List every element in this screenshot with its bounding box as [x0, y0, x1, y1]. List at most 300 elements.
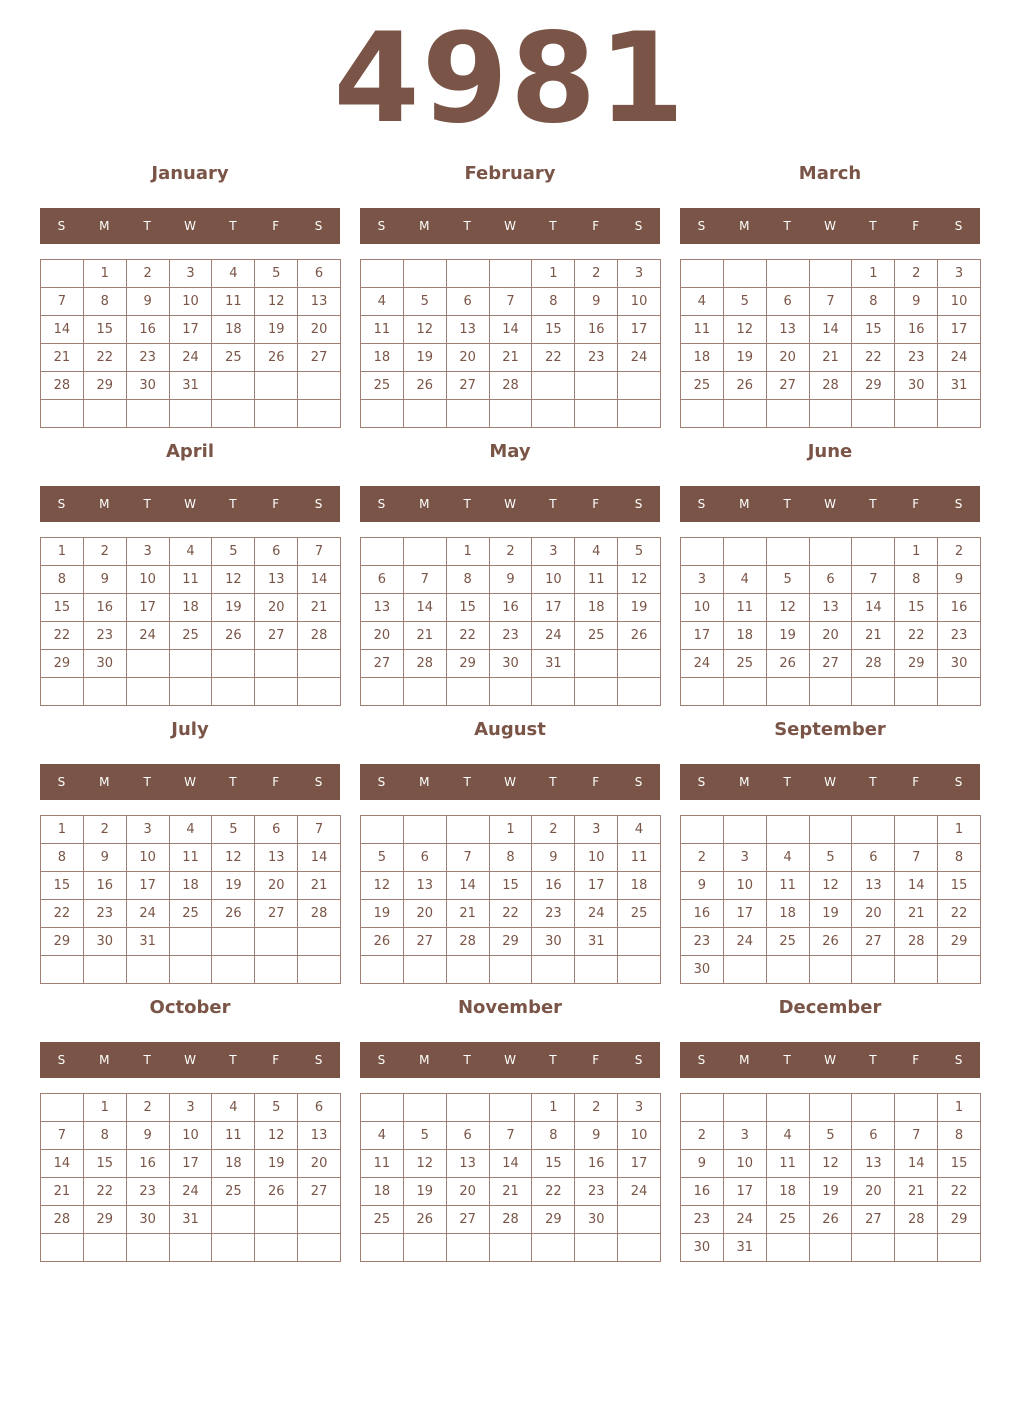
year-title: 4981	[333, 7, 687, 151]
empty-cell	[361, 1094, 404, 1122]
empty-cell	[895, 816, 938, 844]
day-cell: 28	[490, 372, 533, 400]
day-cell: 22	[84, 1178, 127, 1206]
day-cell: 5	[404, 288, 447, 316]
day-cell: 30	[895, 372, 938, 400]
weekday-label: M	[739, 1053, 750, 1067]
empty-cell	[298, 928, 341, 956]
day-cell: 14	[895, 872, 938, 900]
day-cell: 1	[41, 538, 84, 566]
empty-cell	[724, 400, 767, 428]
day-cell: 1	[532, 1094, 575, 1122]
empty-cell	[447, 1094, 490, 1122]
day-cell: 30	[681, 1234, 724, 1262]
weekday-label: F	[272, 775, 280, 789]
weekday-label: S	[954, 775, 963, 789]
day-grid	[680, 1093, 981, 1262]
day-cell: 11	[767, 1150, 810, 1178]
day-cell: 7	[447, 844, 490, 872]
day-cell: 17	[127, 594, 170, 622]
weekday-label: W	[184, 219, 196, 233]
day-cell: 7	[810, 288, 853, 316]
empty-cell	[810, 538, 853, 566]
day-cell: 28	[447, 928, 490, 956]
weekday-label: T	[783, 775, 791, 789]
empty-cell	[84, 956, 127, 984]
day-cell: 3	[618, 1094, 661, 1122]
weekday-label: W	[824, 1053, 836, 1067]
empty-cell	[681, 260, 724, 288]
day-cell: 16	[127, 316, 170, 344]
day-cell: 31	[724, 1234, 767, 1262]
weekday-label: M	[419, 775, 430, 789]
day-cell: 3	[724, 844, 767, 872]
empty-cell	[298, 1206, 341, 1234]
day-cell: 10	[618, 1122, 661, 1150]
day-cell: 29	[490, 928, 533, 956]
empty-cell	[575, 956, 618, 984]
day-cell: 1	[852, 260, 895, 288]
day-cell: 10	[170, 1122, 213, 1150]
day-cell: 1	[41, 816, 84, 844]
empty-cell	[298, 678, 341, 706]
weekday-label: S	[57, 775, 66, 789]
day-cell: 15	[532, 1150, 575, 1178]
day-cell: 3	[170, 260, 213, 288]
day-grid	[360, 815, 661, 984]
day-cell: 4	[681, 288, 724, 316]
empty-cell	[575, 650, 618, 678]
weekday-label: M	[99, 497, 110, 511]
empty-cell	[255, 1234, 298, 1262]
empty-cell	[852, 956, 895, 984]
day-cell: 9	[938, 566, 981, 594]
weekday-label: T	[869, 219, 877, 233]
day-cell: 6	[255, 538, 298, 566]
weekday-label: T	[143, 219, 151, 233]
day-cell: 11	[618, 844, 661, 872]
day-cell: 18	[170, 594, 213, 622]
day-cell: 2	[681, 844, 724, 872]
weekday-label: W	[824, 497, 836, 511]
day-cell: 20	[767, 344, 810, 372]
day-cell: 22	[41, 622, 84, 650]
day-cell: 6	[852, 844, 895, 872]
weekday-label: S	[634, 1053, 643, 1067]
day-cell: 4	[170, 816, 213, 844]
day-cell: 17	[618, 1150, 661, 1178]
day-cell: 6	[852, 1122, 895, 1150]
day-cell: 28	[298, 622, 341, 650]
day-cell: 16	[575, 1150, 618, 1178]
weekday-label: T	[463, 775, 471, 789]
day-cell: 14	[447, 872, 490, 900]
day-cell: 8	[852, 288, 895, 316]
empty-cell	[618, 1234, 661, 1262]
day-cell: 20	[447, 1178, 490, 1206]
day-cell: 26	[404, 1206, 447, 1234]
day-cell: 14	[895, 1150, 938, 1178]
day-cell: 8	[41, 566, 84, 594]
empty-cell	[298, 400, 341, 428]
day-cell: 24	[170, 344, 213, 372]
day-cell: 2	[938, 538, 981, 566]
day-cell: 11	[575, 566, 618, 594]
day-cell: 29	[84, 372, 127, 400]
day-cell: 25	[724, 650, 767, 678]
day-cell: 27	[361, 650, 404, 678]
day-grid	[360, 1093, 661, 1262]
day-cell: 22	[490, 900, 533, 928]
day-cell: 11	[681, 316, 724, 344]
weekday-label: W	[184, 1053, 196, 1067]
month-name: December	[778, 997, 882, 1018]
day-cell: 22	[41, 900, 84, 928]
empty-cell	[575, 372, 618, 400]
day-cell: 17	[170, 316, 213, 344]
empty-cell	[724, 1094, 767, 1122]
day-cell: 25	[618, 900, 661, 928]
empty-cell	[84, 400, 127, 428]
day-cell: 17	[724, 900, 767, 928]
day-grid	[680, 259, 981, 428]
weekday-label: F	[272, 1053, 280, 1067]
weekday-label: M	[419, 1053, 430, 1067]
empty-cell	[618, 678, 661, 706]
weekday-label: S	[954, 497, 963, 511]
day-cell: 27	[404, 928, 447, 956]
day-cell: 3	[618, 260, 661, 288]
day-cell: 22	[938, 900, 981, 928]
day-cell: 11	[170, 566, 213, 594]
empty-cell	[404, 678, 447, 706]
empty-cell	[41, 400, 84, 428]
day-cell: 9	[532, 844, 575, 872]
month-name: April	[165, 441, 215, 462]
day-cell: 2	[895, 260, 938, 288]
day-cell: 2	[532, 816, 575, 844]
weekday-header	[360, 486, 660, 522]
day-cell: 13	[447, 1150, 490, 1178]
weekday-label: M	[739, 497, 750, 511]
day-cell: 4	[767, 844, 810, 872]
weekday-label: S	[954, 1053, 963, 1067]
day-cell: 19	[255, 316, 298, 344]
day-cell: 12	[810, 1150, 853, 1178]
day-cell: 9	[127, 288, 170, 316]
empty-cell	[84, 678, 127, 706]
month-name: September	[774, 719, 886, 740]
day-cell: 8	[895, 566, 938, 594]
day-cell: 29	[938, 1206, 981, 1234]
weekday-label: W	[504, 219, 516, 233]
month-name: January	[151, 163, 229, 184]
day-cell: 2	[127, 260, 170, 288]
day-cell: 26	[810, 1206, 853, 1234]
day-cell: 14	[852, 594, 895, 622]
weekday-header	[680, 764, 980, 800]
day-cell: 14	[810, 316, 853, 344]
day-cell: 5	[404, 1122, 447, 1150]
day-cell: 5	[724, 288, 767, 316]
empty-cell	[724, 678, 767, 706]
empty-cell	[767, 678, 810, 706]
weekday-label: W	[504, 497, 516, 511]
day-cell: 5	[255, 260, 298, 288]
empty-cell	[895, 678, 938, 706]
day-grid	[680, 815, 981, 984]
weekday-label: S	[697, 497, 706, 511]
day-cell: 23	[532, 900, 575, 928]
day-cell: 21	[810, 344, 853, 372]
day-cell: 12	[212, 566, 255, 594]
day-cell: 31	[170, 1206, 213, 1234]
empty-cell	[41, 956, 84, 984]
day-cell: 18	[681, 344, 724, 372]
empty-cell	[255, 928, 298, 956]
day-cell: 3	[127, 816, 170, 844]
day-cell: 11	[767, 872, 810, 900]
day-cell: 8	[938, 1122, 981, 1150]
day-cell: 15	[84, 316, 127, 344]
weekday-header	[40, 208, 340, 244]
weekday-label: T	[783, 1053, 791, 1067]
day-cell: 13	[361, 594, 404, 622]
month-name: May	[489, 441, 531, 462]
day-cell: 21	[404, 622, 447, 650]
empty-cell	[618, 650, 661, 678]
weekday-header	[40, 486, 340, 522]
day-cell: 27	[852, 928, 895, 956]
day-cell: 5	[810, 1122, 853, 1150]
day-cell: 19	[361, 900, 404, 928]
weekday-label: M	[739, 219, 750, 233]
empty-cell	[404, 1234, 447, 1262]
day-cell: 9	[895, 288, 938, 316]
day-cell: 3	[127, 538, 170, 566]
day-cell: 10	[681, 594, 724, 622]
day-cell: 8	[84, 1122, 127, 1150]
day-cell: 13	[298, 1122, 341, 1150]
empty-cell	[575, 1234, 618, 1262]
day-cell: 8	[447, 566, 490, 594]
weekday-header	[40, 1042, 340, 1078]
weekday-label: T	[463, 1053, 471, 1067]
day-cell: 14	[490, 316, 533, 344]
empty-cell	[447, 260, 490, 288]
weekday-label: T	[143, 1053, 151, 1067]
day-cell: 19	[767, 622, 810, 650]
day-cell: 20	[361, 622, 404, 650]
empty-cell	[724, 956, 767, 984]
weekday-label: T	[783, 497, 791, 511]
empty-cell	[767, 1234, 810, 1262]
empty-cell	[681, 538, 724, 566]
day-cell: 20	[298, 316, 341, 344]
day-cell: 31	[170, 372, 213, 400]
weekday-label: T	[549, 775, 557, 789]
day-cell: 24	[575, 900, 618, 928]
day-cell: 18	[618, 872, 661, 900]
day-cell: 4	[170, 538, 213, 566]
empty-cell	[810, 678, 853, 706]
day-cell: 17	[938, 316, 981, 344]
weekday-label: T	[549, 1053, 557, 1067]
day-grid	[40, 1093, 341, 1262]
weekday-header	[680, 208, 980, 244]
day-cell: 24	[618, 1178, 661, 1206]
day-cell: 28	[852, 650, 895, 678]
day-cell: 1	[490, 816, 533, 844]
day-cell: 30	[84, 928, 127, 956]
day-cell: 10	[127, 844, 170, 872]
empty-cell	[447, 678, 490, 706]
weekday-label: F	[912, 497, 920, 511]
weekday-label: M	[99, 1053, 110, 1067]
day-cell: 10	[724, 872, 767, 900]
day-cell: 9	[681, 1150, 724, 1178]
day-cell: 5	[255, 1094, 298, 1122]
day-cell: 15	[41, 872, 84, 900]
empty-cell	[532, 372, 575, 400]
day-cell: 16	[84, 872, 127, 900]
weekday-label: M	[419, 497, 430, 511]
day-grid	[680, 537, 981, 706]
empty-cell	[41, 260, 84, 288]
day-cell: 26	[767, 650, 810, 678]
empty-cell	[681, 678, 724, 706]
day-cell: 31	[575, 928, 618, 956]
day-cell: 15	[447, 594, 490, 622]
day-cell: 27	[298, 1178, 341, 1206]
empty-cell	[618, 372, 661, 400]
weekday-label: M	[99, 775, 110, 789]
day-cell: 2	[490, 538, 533, 566]
day-cell: 6	[767, 288, 810, 316]
day-cell: 6	[447, 288, 490, 316]
empty-cell	[298, 372, 341, 400]
day-cell: 7	[41, 288, 84, 316]
day-cell: 18	[361, 344, 404, 372]
day-cell: 24	[724, 928, 767, 956]
day-cell: 20	[404, 900, 447, 928]
day-cell: 15	[532, 316, 575, 344]
empty-cell	[255, 400, 298, 428]
empty-cell	[490, 1094, 533, 1122]
weekday-label: F	[272, 219, 280, 233]
day-cell: 28	[298, 900, 341, 928]
day-cell: 21	[895, 900, 938, 928]
day-cell: 17	[127, 872, 170, 900]
day-cell: 12	[810, 872, 853, 900]
empty-cell	[361, 816, 404, 844]
day-cell: 15	[938, 1150, 981, 1178]
weekday-header	[360, 764, 660, 800]
day-cell: 17	[532, 594, 575, 622]
month-name: March	[798, 163, 862, 184]
day-cell: 30	[127, 372, 170, 400]
day-cell: 15	[852, 316, 895, 344]
day-cell: 16	[84, 594, 127, 622]
empty-cell	[532, 400, 575, 428]
day-cell: 9	[681, 872, 724, 900]
weekday-label: F	[592, 775, 600, 789]
day-cell: 30	[84, 650, 127, 678]
day-cell: 11	[724, 594, 767, 622]
empty-cell	[575, 400, 618, 428]
day-cell: 23	[681, 1206, 724, 1234]
weekday-label: T	[783, 219, 791, 233]
day-cell: 7	[895, 1122, 938, 1150]
weekday-label: S	[954, 219, 963, 233]
day-cell: 27	[810, 650, 853, 678]
day-cell: 31	[938, 372, 981, 400]
day-cell: 24	[532, 622, 575, 650]
empty-cell	[724, 260, 767, 288]
day-grid	[360, 537, 661, 706]
day-cell: 14	[490, 1150, 533, 1178]
day-cell: 19	[404, 344, 447, 372]
empty-cell	[724, 538, 767, 566]
day-cell: 6	[404, 844, 447, 872]
empty-cell	[212, 400, 255, 428]
day-cell: 9	[490, 566, 533, 594]
day-cell: 2	[84, 816, 127, 844]
day-cell: 8	[938, 844, 981, 872]
day-cell: 12	[724, 316, 767, 344]
empty-cell	[681, 816, 724, 844]
day-cell: 1	[84, 1094, 127, 1122]
day-cell: 24	[724, 1206, 767, 1234]
day-cell: 26	[212, 622, 255, 650]
day-cell: 24	[681, 650, 724, 678]
day-cell: 20	[298, 1150, 341, 1178]
empty-cell	[84, 1234, 127, 1262]
empty-cell	[361, 400, 404, 428]
empty-cell	[255, 1206, 298, 1234]
empty-cell	[404, 956, 447, 984]
day-cell: 23	[681, 928, 724, 956]
day-cell: 14	[298, 566, 341, 594]
day-cell: 15	[895, 594, 938, 622]
empty-cell	[490, 400, 533, 428]
day-cell: 14	[41, 316, 84, 344]
day-cell: 7	[404, 566, 447, 594]
day-cell: 18	[170, 872, 213, 900]
empty-cell	[490, 260, 533, 288]
day-cell: 7	[298, 538, 341, 566]
day-cell: 11	[170, 844, 213, 872]
day-cell: 29	[447, 650, 490, 678]
weekday-label: M	[419, 219, 430, 233]
weekday-label: S	[697, 1053, 706, 1067]
day-cell: 28	[895, 1206, 938, 1234]
day-cell: 25	[361, 372, 404, 400]
day-cell: 30	[127, 1206, 170, 1234]
day-cell: 27	[447, 1206, 490, 1234]
day-cell: 6	[255, 816, 298, 844]
day-cell: 5	[618, 538, 661, 566]
day-cell: 19	[810, 900, 853, 928]
day-cell: 14	[404, 594, 447, 622]
day-cell: 8	[532, 288, 575, 316]
empty-cell	[938, 678, 981, 706]
day-cell: 24	[938, 344, 981, 372]
day-cell: 3	[724, 1122, 767, 1150]
weekday-label: T	[229, 219, 237, 233]
day-cell: 15	[41, 594, 84, 622]
day-cell: 16	[127, 1150, 170, 1178]
